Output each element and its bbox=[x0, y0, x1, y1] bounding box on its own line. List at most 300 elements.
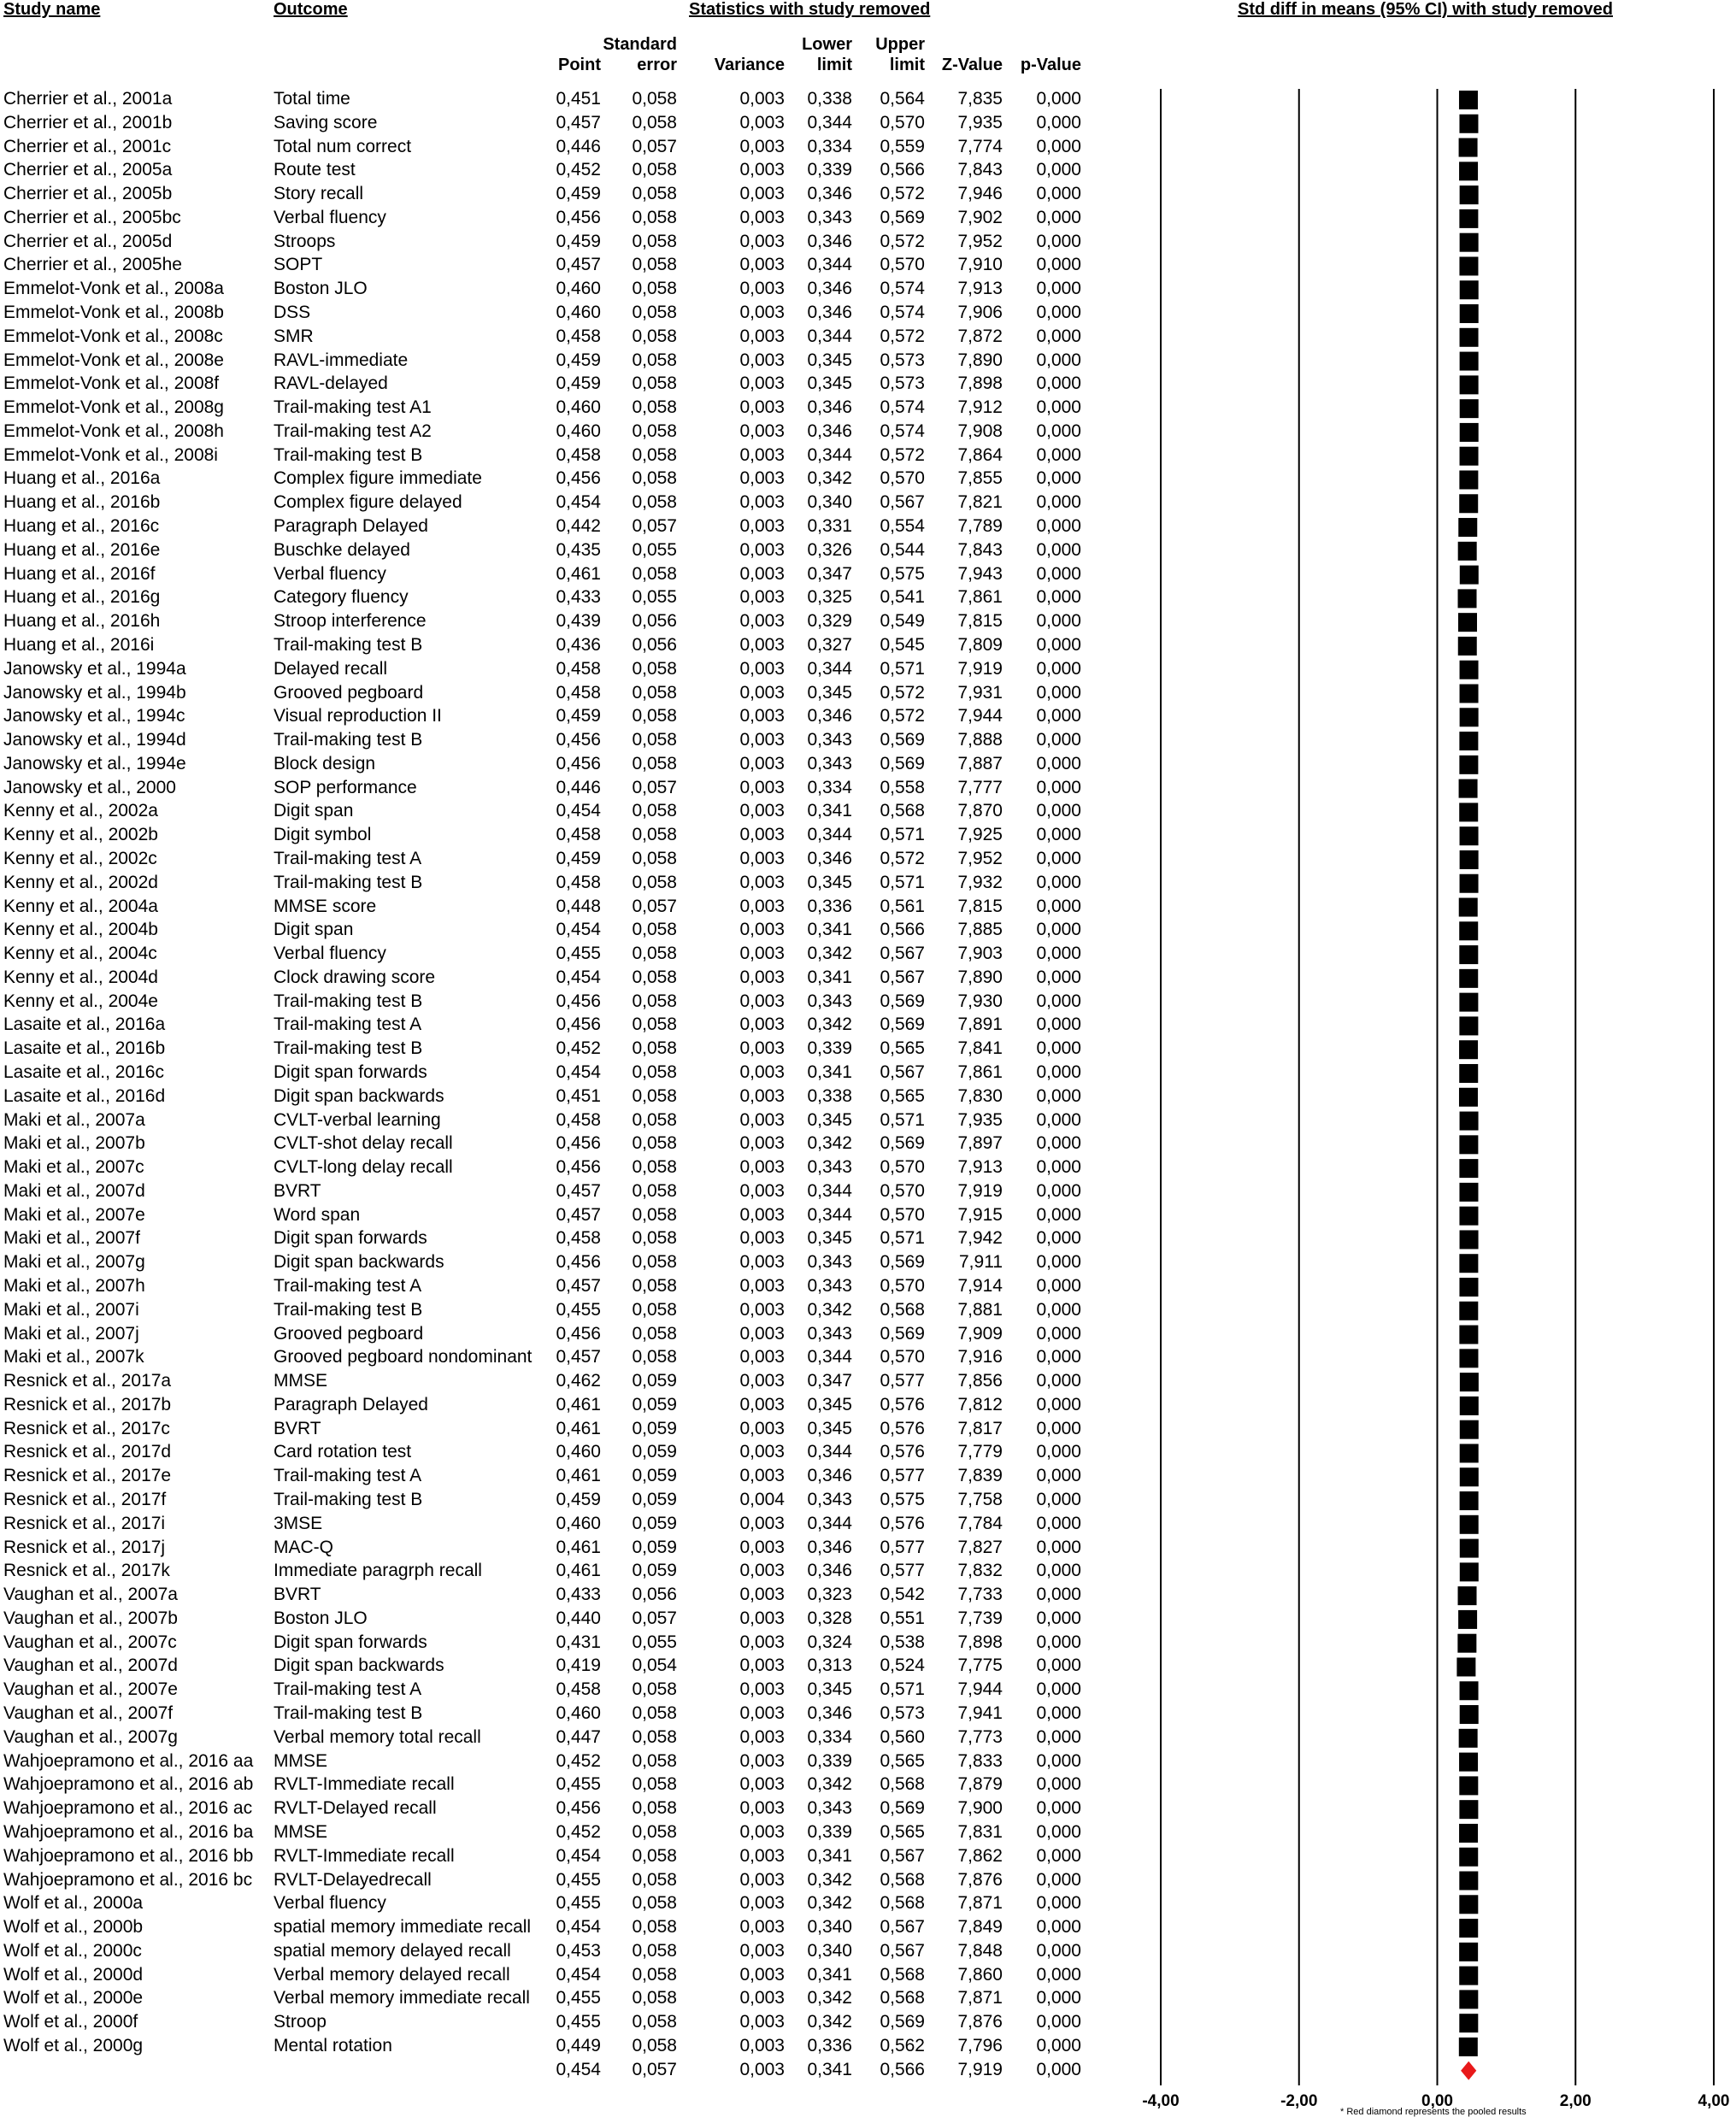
point-marker-56 bbox=[1460, 1420, 1479, 1439]
table-row-z: 7,932 bbox=[957, 872, 1003, 892]
table-row-lower: 0,342 bbox=[807, 468, 852, 489]
table-row-point: 0,456 bbox=[556, 1133, 601, 1154]
table-row-p: 0,000 bbox=[1036, 1371, 1081, 1391]
table-row-se: 0,058 bbox=[632, 1228, 677, 1249]
table-row-outcome: Word span bbox=[274, 1204, 361, 1225]
table-row-upper: 0,565 bbox=[880, 1821, 925, 1842]
table-row-z: 7,817 bbox=[957, 1418, 1003, 1438]
table-row-point: 0,456 bbox=[556, 1014, 601, 1035]
table-row-lower: 0,344 bbox=[807, 112, 852, 132]
table-row-lower: 0,345 bbox=[807, 1418, 852, 1438]
point-marker-18 bbox=[1458, 518, 1477, 537]
table-row-upper: 0,570 bbox=[880, 468, 925, 489]
table-row-study: Wolf et al., 2000b bbox=[3, 1917, 144, 1938]
table-row-upper: 0,567 bbox=[880, 492, 925, 513]
table-row-var: 0,003 bbox=[739, 1466, 785, 1486]
table-row-se: 0,055 bbox=[632, 539, 677, 560]
table-row-var: 0,003 bbox=[739, 611, 785, 632]
table-row-z: 7,888 bbox=[957, 730, 1003, 750]
table-row-outcome: CVLT-shot delay recall bbox=[274, 1133, 453, 1154]
table-row-outcome: Trail-making test A bbox=[274, 848, 422, 868]
table-row-outcome: CVLT-verbal learning bbox=[274, 1109, 441, 1130]
table-row-point: 0,458 bbox=[556, 326, 601, 346]
table-row-se: 0,059 bbox=[632, 1513, 677, 1533]
table-row-z: 7,897 bbox=[957, 1133, 1003, 1154]
point-marker-34 bbox=[1459, 898, 1478, 917]
table-row-lower: 0,343 bbox=[807, 1276, 852, 1296]
table-row-point: 0,460 bbox=[556, 303, 601, 323]
point-marker-8 bbox=[1460, 280, 1479, 299]
table-row-study: Vaughan et al., 2007b bbox=[3, 1608, 178, 1628]
table-row-se: 0,059 bbox=[632, 1371, 677, 1391]
point-marker-13 bbox=[1460, 399, 1479, 418]
table-row-lower: 0,339 bbox=[807, 1821, 852, 1842]
table-row-var: 0,003 bbox=[739, 682, 785, 703]
table-row-var: 0,003 bbox=[739, 397, 785, 418]
point-marker-19 bbox=[1458, 542, 1477, 561]
table-row-upper: 0,576 bbox=[880, 1418, 925, 1438]
pooled-row-upper: 0,566 bbox=[880, 2059, 925, 2079]
table-row-z: 7,935 bbox=[957, 1109, 1003, 1130]
table-row-study: Wahjoepramono et al., 2016 aa bbox=[3, 1750, 254, 1771]
table-row-point: 0,458 bbox=[556, 1109, 601, 1130]
table-row-se: 0,058 bbox=[632, 1940, 677, 1961]
table-row-p: 0,000 bbox=[1036, 326, 1081, 346]
table-row-z: 7,912 bbox=[957, 397, 1003, 418]
table-row-p: 0,000 bbox=[1036, 516, 1081, 537]
table-row-point: 0,456 bbox=[556, 1157, 601, 1178]
point-marker-41 bbox=[1459, 1064, 1478, 1083]
table-row-outcome: Verbal fluency bbox=[274, 563, 386, 584]
table-row-upper: 0,569 bbox=[880, 2012, 925, 2032]
column-header-se-line2: error bbox=[637, 56, 677, 74]
table-row-var: 0,003 bbox=[739, 1133, 785, 1154]
table-row-upper: 0,567 bbox=[880, 967, 925, 987]
table-row-p: 0,000 bbox=[1036, 1323, 1081, 1344]
table-row-upper: 0,569 bbox=[880, 1798, 925, 1819]
table-row-se: 0,057 bbox=[632, 1608, 677, 1628]
table-row-p: 0,000 bbox=[1036, 468, 1081, 489]
table-row-var: 0,003 bbox=[739, 1585, 785, 1605]
point-marker-40 bbox=[1459, 1040, 1478, 1059]
point-marker-82 bbox=[1459, 2038, 1478, 2056]
pooled-row-point: 0,454 bbox=[556, 2059, 601, 2079]
table-row-outcome: Verbal memory total recall bbox=[274, 1726, 481, 1747]
table-row-upper: 0,560 bbox=[880, 1726, 925, 1747]
table-row-study: Maki et al., 2007e bbox=[3, 1204, 145, 1225]
point-marker-49 bbox=[1459, 1254, 1478, 1273]
point-marker-59 bbox=[1460, 1491, 1479, 1510]
table-row-lower: 0,346 bbox=[807, 1561, 852, 1581]
table-row-se: 0,058 bbox=[632, 1347, 677, 1367]
table-row-upper: 0,572 bbox=[880, 326, 925, 346]
table-row-se: 0,054 bbox=[632, 1655, 677, 1676]
table-row-point: 0,458 bbox=[556, 825, 601, 845]
table-row-se: 0,058 bbox=[632, 1109, 677, 1130]
table-row-study: Janowsky et al., 1994a bbox=[3, 658, 186, 679]
table-row-study: Wolf et al., 2000d bbox=[3, 1964, 144, 1985]
table-row-p: 0,000 bbox=[1036, 872, 1081, 892]
table-row-z: 7,833 bbox=[957, 1750, 1003, 1771]
table-row-p: 0,000 bbox=[1036, 1940, 1081, 1961]
point-marker-16 bbox=[1459, 470, 1478, 489]
table-row-study: Wahjoepramono et al., 2016 ab bbox=[3, 1774, 254, 1795]
table-row-study: Cherrier et al., 2001b bbox=[3, 112, 173, 132]
table-row-se: 0,057 bbox=[632, 136, 677, 156]
table-row-study: Huang et al., 2016c bbox=[3, 516, 160, 537]
point-marker-11 bbox=[1460, 352, 1479, 371]
table-row-se: 0,058 bbox=[632, 920, 677, 940]
table-row-z: 7,775 bbox=[957, 1655, 1003, 1676]
pooled-row-se: 0,057 bbox=[632, 2059, 677, 2079]
table-row-point: 0,462 bbox=[556, 1371, 601, 1391]
table-row-outcome: Trail-making test A2 bbox=[274, 420, 432, 441]
table-row-p: 0,000 bbox=[1036, 1204, 1081, 1225]
table-row-study: Cherrier et al., 2005a bbox=[3, 160, 173, 180]
table-row-upper: 0,568 bbox=[880, 1299, 925, 1320]
table-row-var: 0,003 bbox=[739, 587, 785, 608]
table-row-study: Vaughan et al., 2007c bbox=[3, 1632, 177, 1652]
table-row-var: 0,003 bbox=[739, 468, 785, 489]
table-row-se: 0,058 bbox=[632, 1299, 677, 1320]
table-row-var: 0,003 bbox=[739, 112, 785, 132]
table-row-upper: 0,572 bbox=[880, 444, 925, 465]
point-marker-7 bbox=[1459, 256, 1478, 275]
table-row-upper: 0,568 bbox=[880, 1893, 925, 1914]
table-row-lower: 0,346 bbox=[807, 1537, 852, 1557]
table-row-outcome: MMSE bbox=[274, 1821, 327, 1842]
point-marker-81 bbox=[1459, 2014, 1478, 2032]
table-row-var: 0,003 bbox=[739, 1632, 785, 1652]
x-tick-label-3: 2,00 bbox=[1559, 2092, 1592, 2110]
table-row-upper: 0,569 bbox=[880, 1252, 925, 1273]
table-row-p: 0,000 bbox=[1036, 611, 1081, 632]
table-row-se: 0,058 bbox=[632, 825, 677, 845]
table-row-p: 0,000 bbox=[1036, 1988, 1081, 2008]
table-row-se: 0,058 bbox=[632, 397, 677, 418]
table-row-var: 0,003 bbox=[739, 444, 785, 465]
table-row-outcome: Trail-making test A bbox=[274, 1014, 422, 1035]
table-row-point: 0,419 bbox=[556, 1655, 601, 1676]
point-marker-37 bbox=[1459, 969, 1478, 988]
table-row-outcome: 3MSE bbox=[274, 1513, 323, 1533]
table-row-var: 0,003 bbox=[739, 1750, 785, 1771]
table-row-var: 0,003 bbox=[739, 1180, 785, 1201]
table-row-se: 0,058 bbox=[632, 1869, 677, 1890]
table-row-outcome: spatial memory delayed recall bbox=[274, 1940, 511, 1961]
table-row-z: 7,733 bbox=[957, 1585, 1003, 1605]
table-row-se: 0,058 bbox=[632, 279, 677, 299]
table-row-lower: 0,342 bbox=[807, 1133, 852, 1154]
table-row-p: 0,000 bbox=[1036, 279, 1081, 299]
table-row-outcome: Digit span backwards bbox=[274, 1252, 444, 1273]
table-row-upper: 0,568 bbox=[880, 1869, 925, 1890]
table-row-lower: 0,346 bbox=[807, 279, 852, 299]
table-row-point: 0,460 bbox=[556, 1703, 601, 1724]
table-row-outcome: RAVL-delayed bbox=[274, 373, 388, 394]
table-row-study: Huang et al., 2016h bbox=[3, 611, 161, 632]
table-row-upper: 0,577 bbox=[880, 1371, 925, 1391]
table-row-p: 0,000 bbox=[1036, 207, 1081, 227]
table-row-upper: 0,576 bbox=[880, 1442, 925, 1462]
table-row-upper: 0,524 bbox=[880, 1655, 925, 1676]
table-row-se: 0,058 bbox=[632, 1893, 677, 1914]
table-row-se: 0,059 bbox=[632, 1490, 677, 1510]
table-row-p: 0,000 bbox=[1036, 397, 1081, 418]
table-row-point: 0,442 bbox=[556, 516, 601, 537]
x-tick-label-2: 0,00 bbox=[1421, 2092, 1453, 2110]
table-row-p: 0,000 bbox=[1036, 682, 1081, 703]
table-row-lower: 0,340 bbox=[807, 492, 852, 513]
table-row-point: 0,457 bbox=[556, 1276, 601, 1296]
table-row-outcome: Trail-making test A1 bbox=[274, 397, 432, 418]
table-row-p: 0,000 bbox=[1036, 373, 1081, 394]
table-row-se: 0,058 bbox=[632, 872, 677, 892]
table-row-point: 0,455 bbox=[556, 944, 601, 964]
table-row-point: 0,461 bbox=[556, 1561, 601, 1581]
point-marker-52 bbox=[1459, 1326, 1478, 1344]
point-marker-45 bbox=[1459, 1159, 1478, 1178]
table-row-upper: 0,567 bbox=[880, 944, 925, 964]
table-row-outcome: Visual reproduction II bbox=[274, 706, 442, 726]
table-row-study: Resnick et al., 2017a bbox=[3, 1371, 172, 1391]
table-row-se: 0,058 bbox=[632, 1845, 677, 1866]
table-row-p: 0,000 bbox=[1036, 1252, 1081, 1273]
point-marker-79 bbox=[1459, 1967, 1478, 1985]
table-row-p: 0,000 bbox=[1036, 160, 1081, 180]
table-row-var: 0,003 bbox=[739, 658, 785, 679]
point-marker-39 bbox=[1459, 1016, 1478, 1035]
table-row-se: 0,058 bbox=[632, 207, 677, 227]
table-row-upper: 0,571 bbox=[880, 825, 925, 845]
table-row-point: 0,456 bbox=[556, 1798, 601, 1819]
table-row-upper: 0,576 bbox=[880, 1513, 925, 1533]
table-row-z: 7,935 bbox=[957, 112, 1003, 132]
table-row-lower: 0,340 bbox=[807, 1940, 852, 1961]
table-row-p: 0,000 bbox=[1036, 1774, 1081, 1795]
table-row-study: Janowsky et al., 1994d bbox=[3, 730, 186, 750]
table-row-study: Kenny et al., 2004b bbox=[3, 920, 158, 940]
table-row-point: 0,446 bbox=[556, 136, 601, 156]
table-row-outcome: DSS bbox=[274, 303, 311, 323]
table-row-outcome: Trail-making test A bbox=[274, 1679, 422, 1700]
table-row-upper: 0,565 bbox=[880, 1085, 925, 1106]
table-row-z: 7,774 bbox=[957, 136, 1003, 156]
table-row-var: 0,003 bbox=[739, 1845, 785, 1866]
table-row-lower: 0,346 bbox=[807, 1703, 852, 1724]
table-row-point: 0,460 bbox=[556, 1513, 601, 1533]
table-row-var: 0,003 bbox=[739, 136, 785, 156]
table-row-se: 0,059 bbox=[632, 1418, 677, 1438]
table-row-study: Janowsky et al., 1994c bbox=[3, 706, 185, 726]
table-row-p: 0,000 bbox=[1036, 1726, 1081, 1747]
table-row-study: Huang et al., 2016i bbox=[3, 634, 155, 655]
table-row-outcome: Saving score bbox=[274, 112, 378, 132]
point-marker-36 bbox=[1459, 945, 1478, 964]
table-row-outcome: Trail-making test B bbox=[274, 1299, 423, 1320]
table-row-point: 0,456 bbox=[556, 207, 601, 227]
table-row-point: 0,436 bbox=[556, 634, 601, 655]
table-row-p: 0,000 bbox=[1036, 1466, 1081, 1486]
table-row-p: 0,000 bbox=[1036, 89, 1081, 109]
table-row-z: 7,909 bbox=[957, 1323, 1003, 1344]
table-row-se: 0,058 bbox=[632, 2012, 677, 2032]
table-row-point: 0,456 bbox=[556, 991, 601, 1011]
table-row-p: 0,000 bbox=[1036, 1537, 1081, 1557]
table-row-upper: 0,574 bbox=[880, 420, 925, 441]
point-marker-20 bbox=[1460, 566, 1479, 585]
table-row-z: 7,902 bbox=[957, 207, 1003, 227]
table-row-point: 0,459 bbox=[556, 848, 601, 868]
table-row-point: 0,457 bbox=[556, 255, 601, 275]
table-row-p: 0,000 bbox=[1036, 539, 1081, 560]
table-row-point: 0,456 bbox=[556, 1323, 601, 1344]
table-row-upper: 0,569 bbox=[880, 1323, 925, 1344]
table-row-point: 0,454 bbox=[556, 967, 601, 987]
table-row-z: 7,849 bbox=[957, 1917, 1003, 1938]
column-header-lower-line2: limit bbox=[816, 56, 852, 74]
table-row-lower: 0,345 bbox=[807, 350, 852, 370]
table-row-outcome: SOP performance bbox=[274, 777, 417, 797]
table-row-study: Kenny et al., 2004a bbox=[3, 896, 158, 916]
table-row-upper: 0,569 bbox=[880, 1133, 925, 1154]
table-row-lower: 0,345 bbox=[807, 1679, 852, 1700]
column-header-var-line2: Variance bbox=[714, 56, 785, 74]
column-header-p-line2: p-Value bbox=[1020, 56, 1081, 74]
table-row-upper: 0,572 bbox=[880, 848, 925, 868]
point-marker-47 bbox=[1459, 1207, 1478, 1226]
table-row-upper: 0,567 bbox=[880, 1845, 925, 1866]
table-row-point: 0,455 bbox=[556, 1869, 601, 1890]
table-row-study: Huang et al., 2016e bbox=[3, 539, 161, 560]
table-row-outcome: BVRT bbox=[274, 1180, 321, 1201]
table-row-se: 0,055 bbox=[632, 1632, 677, 1652]
table-row-lower: 0,329 bbox=[807, 611, 852, 632]
table-row-outcome: Stroops bbox=[274, 231, 336, 251]
table-row-point: 0,454 bbox=[556, 1964, 601, 1985]
table-row-outcome: Category fluency bbox=[274, 587, 409, 608]
table-row-se: 0,058 bbox=[632, 563, 677, 584]
table-row-outcome: Paragraph Delayed bbox=[274, 1394, 428, 1414]
table-row-outcome: RVLT-Immediate recall bbox=[274, 1845, 455, 1866]
table-row-study: Maki et al., 2007h bbox=[3, 1276, 145, 1296]
table-row-z: 7,861 bbox=[957, 1062, 1003, 1082]
table-row-var: 0,003 bbox=[739, 1798, 785, 1819]
header-forest: Std diff in means (95% CI) with study removed bbox=[1238, 0, 1613, 19]
table-row-z: 7,891 bbox=[957, 1014, 1003, 1035]
table-row-outcome: BVRT bbox=[274, 1585, 321, 1605]
point-marker-54 bbox=[1460, 1373, 1479, 1391]
table-row-var: 0,003 bbox=[739, 1608, 785, 1628]
table-row-se: 0,058 bbox=[632, 2035, 677, 2055]
table-row-outcome: Digit span backwards bbox=[274, 1085, 444, 1106]
table-row-outcome: Total num correct bbox=[274, 136, 412, 156]
table-row-study: Vaughan et al., 2007e bbox=[3, 1679, 178, 1700]
point-marker-3 bbox=[1459, 162, 1478, 180]
table-row-study: Cherrier et al., 2001c bbox=[3, 136, 172, 156]
table-row-outcome: RVLT-Delayedrecall bbox=[274, 1869, 432, 1890]
point-marker-23 bbox=[1458, 637, 1477, 656]
table-row-lower: 0,341 bbox=[807, 967, 852, 987]
table-row-se: 0,058 bbox=[632, 112, 677, 132]
table-row-upper: 0,549 bbox=[880, 611, 925, 632]
table-row-point: 0,452 bbox=[556, 1038, 601, 1059]
table-row-var: 0,003 bbox=[739, 539, 785, 560]
table-row-outcome: Trail-making test B bbox=[274, 444, 423, 465]
table-row-var: 0,003 bbox=[739, 373, 785, 394]
table-row-z: 7,831 bbox=[957, 1821, 1003, 1842]
point-marker-17 bbox=[1459, 494, 1478, 513]
table-row-point: 0,457 bbox=[556, 112, 601, 132]
table-row-var: 0,003 bbox=[739, 303, 785, 323]
table-row-point: 0,439 bbox=[556, 611, 601, 632]
table-row-var: 0,004 bbox=[739, 1490, 785, 1510]
table-row-z: 7,913 bbox=[957, 279, 1003, 299]
table-row-var: 0,003 bbox=[739, 492, 785, 513]
table-row-p: 0,000 bbox=[1036, 896, 1081, 916]
table-row-point: 0,433 bbox=[556, 1585, 601, 1605]
table-row-point: 0,456 bbox=[556, 468, 601, 489]
table-row-var: 0,003 bbox=[739, 730, 785, 750]
table-row-var: 0,003 bbox=[739, 1323, 785, 1344]
table-row-se: 0,057 bbox=[632, 777, 677, 797]
table-row-p: 0,000 bbox=[1036, 1442, 1081, 1462]
point-marker-58 bbox=[1460, 1467, 1479, 1486]
table-row-outcome: Digit span forwards bbox=[274, 1632, 427, 1652]
table-row-point: 0,460 bbox=[556, 279, 601, 299]
column-header-upper-line1: Upper bbox=[875, 35, 925, 54]
table-row-outcome: Complex figure immediate bbox=[274, 468, 482, 489]
table-row-upper: 0,568 bbox=[880, 1964, 925, 1985]
pooled-diamond bbox=[1461, 2061, 1476, 2080]
table-row-point: 0,453 bbox=[556, 1940, 601, 1961]
table-row-outcome: Verbal fluency bbox=[274, 1893, 386, 1914]
table-row-lower: 0,324 bbox=[807, 1632, 852, 1652]
table-row-p: 0,000 bbox=[1036, 1561, 1081, 1581]
table-row-study: Vaughan et al., 2007f bbox=[3, 1703, 174, 1724]
table-row-upper: 0,570 bbox=[880, 1204, 925, 1225]
table-row-point: 0,456 bbox=[556, 730, 601, 750]
table-row-p: 0,000 bbox=[1036, 1869, 1081, 1890]
table-row-z: 7,890 bbox=[957, 967, 1003, 987]
table-row-var: 0,003 bbox=[739, 1299, 785, 1320]
table-row-p: 0,000 bbox=[1036, 753, 1081, 773]
table-row-point: 0,431 bbox=[556, 1632, 601, 1652]
point-marker-26 bbox=[1460, 708, 1479, 726]
table-row-z: 7,906 bbox=[957, 303, 1003, 323]
table-row-lower: 0,344 bbox=[807, 1204, 852, 1225]
table-row-outcome: Verbal fluency bbox=[274, 207, 386, 227]
table-row-var: 0,003 bbox=[739, 350, 785, 370]
table-row-lower: 0,346 bbox=[807, 706, 852, 726]
table-row-point: 0,457 bbox=[556, 1204, 601, 1225]
point-marker-25 bbox=[1460, 685, 1479, 703]
point-marker-48 bbox=[1460, 1230, 1479, 1249]
table-row-lower: 0,344 bbox=[807, 658, 852, 679]
point-marker-68 bbox=[1460, 1705, 1479, 1724]
table-row-lower: 0,344 bbox=[807, 1513, 852, 1533]
table-row-z: 7,876 bbox=[957, 1869, 1003, 1890]
table-row-outcome: Buschke delayed bbox=[274, 539, 410, 560]
table-row-lower: 0,346 bbox=[807, 848, 852, 868]
table-row-upper: 0,542 bbox=[880, 1585, 925, 1605]
table-row-var: 0,003 bbox=[739, 1109, 785, 1130]
table-row-lower: 0,339 bbox=[807, 1038, 852, 1059]
table-row-study: Cherrier et al., 2001a bbox=[3, 89, 173, 109]
table-row-z: 7,861 bbox=[957, 587, 1003, 608]
table-row-point: 0,461 bbox=[556, 1537, 601, 1557]
table-row-lower: 0,340 bbox=[807, 1917, 852, 1938]
